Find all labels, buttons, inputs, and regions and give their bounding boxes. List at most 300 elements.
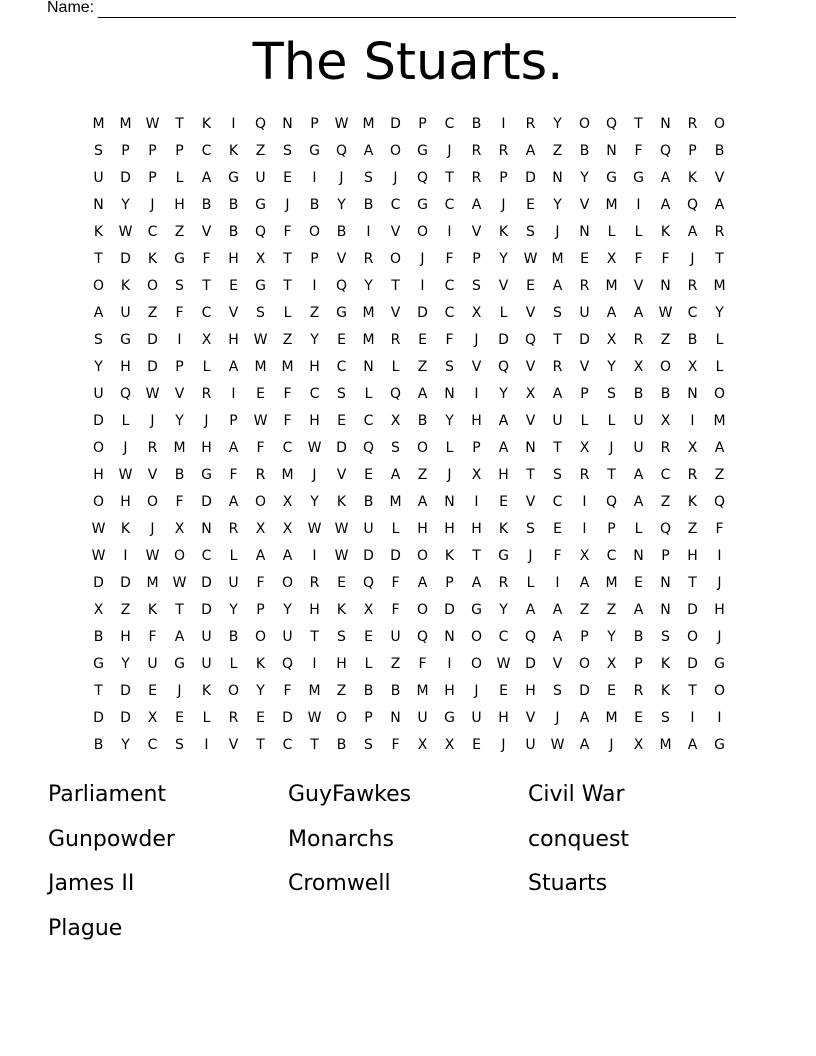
- grid-letter: U: [363, 521, 374, 537]
- grid-letter: O: [227, 683, 240, 699]
- grid-letter: A: [417, 386, 428, 402]
- grid-letter: B: [309, 197, 320, 213]
- grid-letter: K: [120, 521, 131, 537]
- grid-row: [85, 165, 733, 192]
- grid-letter: B: [201, 197, 212, 213]
- grid-letter: B: [174, 467, 185, 483]
- grid-letter: K: [498, 224, 509, 240]
- grid-letter: M: [605, 197, 618, 213]
- grid-letter: R: [390, 332, 401, 348]
- grid-letter: W: [496, 656, 511, 672]
- grid-letter: V: [525, 305, 536, 321]
- grid-letter: R: [687, 467, 698, 483]
- grid-letter: X: [282, 521, 293, 537]
- grid-letter: Z: [417, 359, 428, 375]
- grid-letter: O: [146, 494, 159, 510]
- grid-letter: W: [118, 467, 133, 483]
- grid-letter: Y: [94, 359, 103, 375]
- grid-letter: A: [660, 197, 671, 213]
- grid-letter: D: [390, 548, 401, 564]
- grid-letter: P: [418, 116, 427, 132]
- grid-letter: C: [552, 494, 563, 510]
- grid-letter: B: [471, 116, 482, 132]
- grid-letter: E: [364, 467, 373, 483]
- grid-letter: B: [93, 629, 104, 645]
- grid-letter: F: [283, 413, 292, 429]
- grid-letter: O: [389, 251, 402, 267]
- grid-letter: H: [201, 440, 212, 456]
- grid-letter: R: [471, 143, 482, 159]
- grid-letter: P: [175, 359, 184, 375]
- grid-letter: J: [501, 737, 506, 753]
- grid-letter: L: [634, 224, 643, 240]
- grid-letter: E: [337, 332, 346, 348]
- grid-letter: W: [145, 386, 160, 402]
- grid-letter: P: [229, 413, 238, 429]
- grid-letter: A: [552, 602, 563, 618]
- grid-letter: V: [552, 656, 563, 672]
- grid-letter: U: [633, 413, 644, 429]
- grid-letter: T: [688, 683, 697, 699]
- grid-letter: K: [336, 602, 347, 618]
- grid-letter: J: [474, 683, 479, 699]
- grid-letter: E: [256, 386, 265, 402]
- grid-letter: W: [307, 521, 322, 537]
- grid-letter: E: [499, 683, 508, 699]
- grid-letter: A: [579, 710, 590, 726]
- grid-letter: H: [120, 494, 131, 510]
- grid-letter: N: [606, 143, 617, 159]
- grid-letter: A: [660, 170, 671, 186]
- grid-letter: N: [687, 386, 698, 402]
- grid-row: [85, 381, 733, 408]
- grid-letter: X: [282, 494, 293, 510]
- grid-letter: Z: [255, 143, 266, 159]
- grid-letter: E: [283, 170, 292, 186]
- grid-letter: L: [283, 305, 292, 321]
- grid-letter: I: [204, 737, 209, 753]
- grid-letter: R: [633, 683, 644, 699]
- grid-letter: F: [148, 629, 157, 645]
- grid-letter: C: [660, 467, 671, 483]
- page-title: The Stuarts.: [252, 33, 564, 92]
- grid-letter: M: [416, 683, 429, 699]
- word-bank-item: Monarchs: [288, 826, 394, 852]
- grid-letter: N: [579, 224, 590, 240]
- grid-letter: T: [175, 602, 184, 618]
- grid-letter: Q: [362, 440, 375, 456]
- grid-letter: Y: [499, 602, 508, 618]
- grid-letter: I: [177, 332, 182, 348]
- word-search-grid: [85, 111, 733, 759]
- grid-letter: S: [661, 629, 670, 645]
- word-bank-item: Parliament: [48, 782, 167, 807]
- grid-letter: V: [174, 386, 185, 402]
- grid-letter: B: [633, 386, 644, 402]
- grid-letter: I: [420, 278, 425, 294]
- grid-letter: E: [634, 575, 643, 591]
- grid-letter: E: [526, 197, 535, 213]
- grid-letter: H: [498, 467, 509, 483]
- grid-letter: T: [283, 251, 292, 267]
- grid-letter: R: [579, 467, 590, 483]
- grid-row: [85, 273, 733, 300]
- grid-letter: Z: [282, 332, 293, 348]
- grid-letter: Y: [715, 305, 724, 321]
- grid-letter: H: [525, 683, 536, 699]
- grid-row: [85, 192, 733, 219]
- grid-letter: R: [255, 467, 266, 483]
- grid-letter: S: [94, 332, 103, 348]
- grid-letter: C: [606, 548, 617, 564]
- grid-letter: X: [471, 305, 482, 321]
- grid-letter: C: [282, 440, 293, 456]
- grid-letter: R: [498, 575, 509, 591]
- grid-letter: N: [660, 278, 671, 294]
- grid-letter: R: [201, 386, 212, 402]
- grid-letter: C: [336, 359, 347, 375]
- grid-letter: I: [231, 386, 236, 402]
- grid-letter: X: [687, 440, 698, 456]
- grid-letter: I: [447, 224, 452, 240]
- grid-letter: C: [444, 197, 455, 213]
- grid-letter: V: [336, 251, 347, 267]
- grid-letter: Z: [552, 143, 563, 159]
- grid-letter: X: [579, 548, 590, 564]
- grid-letter: X: [606, 251, 617, 267]
- grid-letter: V: [525, 413, 536, 429]
- grid-letter: X: [255, 251, 266, 267]
- grid-letter: D: [687, 656, 698, 672]
- grid-letter: J: [420, 251, 425, 267]
- grid-letter: A: [687, 737, 698, 753]
- grid-letter: B: [687, 332, 698, 348]
- grid-letter: K: [120, 278, 131, 294]
- grid-letter: O: [146, 278, 159, 294]
- grid-letter: Y: [283, 602, 292, 618]
- grid-letter: X: [687, 359, 698, 375]
- grid-letter: C: [147, 224, 158, 240]
- grid-letter: R: [471, 170, 482, 186]
- grid-letter: R: [147, 440, 158, 456]
- grid-letter: L: [607, 224, 616, 240]
- grid-letter: A: [579, 575, 590, 591]
- grid-letter: P: [121, 143, 130, 159]
- grid-letter: A: [282, 548, 293, 564]
- grid-letter: J: [150, 413, 155, 429]
- grid-letter: U: [201, 656, 212, 672]
- grid-letter: N: [633, 548, 644, 564]
- grid-letter: W: [523, 251, 538, 267]
- grid-letter: M: [173, 440, 186, 456]
- grid-letter: J: [717, 629, 722, 645]
- grid-letter: A: [552, 386, 563, 402]
- grid-letter: Z: [336, 683, 347, 699]
- grid-letter: C: [147, 737, 158, 753]
- grid-letter: P: [472, 440, 481, 456]
- grid-letter: J: [717, 575, 722, 591]
- grid-letter: U: [282, 629, 293, 645]
- grid-letter: A: [255, 548, 266, 564]
- grid-letter: F: [283, 683, 292, 699]
- grid-letter: Z: [390, 656, 401, 672]
- grid-letter: I: [690, 710, 695, 726]
- grid-letter: A: [201, 170, 212, 186]
- grid-letter: V: [471, 359, 482, 375]
- grid-row: [85, 246, 733, 273]
- grid-letter: G: [336, 305, 347, 321]
- grid-letter: A: [633, 602, 644, 618]
- name-field[interactable]: [47, 0, 736, 18]
- grid-letter: B: [228, 224, 239, 240]
- grid-letter: U: [525, 737, 536, 753]
- grid-letter: N: [93, 197, 104, 213]
- grid-letter: U: [417, 710, 428, 726]
- grid-row: [85, 705, 733, 732]
- grid-letter: X: [363, 602, 374, 618]
- grid-letter: Y: [121, 737, 130, 753]
- grid-letter: B: [336, 737, 347, 753]
- grid-letter: Q: [281, 656, 294, 672]
- grid-letter: H: [471, 521, 482, 537]
- grid-letter: S: [526, 521, 535, 537]
- grid-letter: B: [633, 629, 644, 645]
- grid-letter: K: [255, 656, 266, 672]
- grid-letter: T: [310, 629, 319, 645]
- grid-row: [85, 678, 733, 705]
- grid-letter: A: [579, 737, 590, 753]
- grid-letter: L: [526, 575, 535, 591]
- grid-letter: S: [364, 170, 373, 186]
- grid-letter: S: [364, 737, 373, 753]
- grid-row: [85, 651, 733, 678]
- grid-letter: M: [659, 737, 672, 753]
- grid-letter: A: [363, 143, 374, 159]
- word-bank-item: Plague: [48, 915, 123, 941]
- grid-letter: J: [150, 197, 155, 213]
- grid-letter: C: [282, 737, 293, 753]
- grid-letter: E: [580, 251, 589, 267]
- grid-letter: S: [553, 305, 562, 321]
- grid-letter: E: [418, 332, 427, 348]
- grid-letter: N: [525, 440, 536, 456]
- grid-letter: D: [336, 440, 347, 456]
- grid-letter: J: [204, 413, 209, 429]
- grid-letter: L: [229, 656, 238, 672]
- grid-row: [85, 462, 733, 489]
- grid-row: [85, 516, 733, 543]
- grid-letter: N: [660, 116, 671, 132]
- grid-letter: O: [281, 575, 294, 591]
- grid-letter: X: [633, 737, 644, 753]
- grid-letter: X: [579, 440, 590, 456]
- grid-letter: V: [633, 278, 644, 294]
- grid-letter: G: [417, 197, 428, 213]
- grid-letter: Y: [580, 170, 589, 186]
- grid-letter: H: [687, 548, 698, 564]
- grid-letter: D: [687, 602, 698, 618]
- word-bank-item: Civil War: [528, 782, 625, 807]
- grid-letter: D: [120, 683, 131, 699]
- grid-letter: A: [498, 413, 509, 429]
- grid-letter: R: [363, 251, 374, 267]
- grid-letter: C: [201, 548, 212, 564]
- grid-letter: B: [363, 494, 374, 510]
- grid-letter: G: [120, 332, 131, 348]
- grid-letter: B: [390, 683, 401, 699]
- grid-letter: H: [309, 413, 320, 429]
- grid-row: [85, 354, 733, 381]
- grid-letter: E: [499, 494, 508, 510]
- grid-letter: U: [471, 710, 482, 726]
- grid-letter: P: [256, 602, 265, 618]
- grid-letter: S: [472, 278, 481, 294]
- grid-letter: S: [445, 359, 454, 375]
- grid-letter: L: [715, 359, 724, 375]
- grid-letter: M: [389, 494, 402, 510]
- grid-letter: J: [123, 440, 128, 456]
- grid-letter: J: [285, 197, 290, 213]
- grid-letter: G: [714, 656, 725, 672]
- grid-letter: M: [605, 710, 618, 726]
- grid-letter: N: [363, 359, 374, 375]
- grid-letter: B: [363, 197, 374, 213]
- grid-letter: F: [283, 386, 292, 402]
- grid-letter: O: [470, 656, 483, 672]
- grid-letter: K: [228, 143, 239, 159]
- grid-letter: P: [148, 170, 157, 186]
- grid-row: [85, 138, 733, 165]
- name-underline[interactable]: [98, 2, 736, 18]
- grid-letter: D: [201, 494, 212, 510]
- grid-letter: K: [147, 602, 158, 618]
- grid-letter: F: [175, 494, 184, 510]
- grid-letter: P: [364, 710, 373, 726]
- grid-letter: A: [471, 575, 482, 591]
- grid-letter: H: [120, 629, 131, 645]
- grid-letter: D: [120, 575, 131, 591]
- grid-letter: W: [253, 413, 268, 429]
- word-bank-item: GuyFawkes: [288, 782, 412, 807]
- word-bank-item: Gunpowder: [48, 826, 175, 852]
- grid-letter: T: [634, 116, 643, 132]
- grid-letter: X: [255, 521, 266, 537]
- grid-letter: A: [633, 305, 644, 321]
- grid-letter: H: [498, 710, 509, 726]
- grid-letter: H: [93, 467, 104, 483]
- grid-letter: P: [445, 575, 454, 591]
- grid-letter: O: [713, 386, 726, 402]
- grid-letter: F: [391, 602, 400, 618]
- grid-letter: W: [334, 116, 349, 132]
- grid-letter: R: [714, 224, 725, 240]
- grid-letter: M: [713, 413, 726, 429]
- grid-letter: E: [256, 710, 265, 726]
- grid-letter: S: [607, 386, 616, 402]
- grid-letter: A: [633, 467, 644, 483]
- grid-letter: H: [174, 197, 185, 213]
- grid-letter: O: [686, 629, 699, 645]
- grid-letter: F: [553, 548, 562, 564]
- grid-row: [85, 408, 733, 435]
- grid-letter: T: [283, 278, 292, 294]
- grid-letter: R: [228, 521, 239, 537]
- grid-letter: Y: [553, 197, 562, 213]
- grid-letter: K: [336, 494, 347, 510]
- grid-letter: Z: [687, 521, 698, 537]
- grid-letter: W: [118, 224, 133, 240]
- grid-letter: S: [526, 224, 535, 240]
- grid-letter: I: [690, 413, 695, 429]
- grid-row: [85, 597, 733, 624]
- grid-letter: L: [175, 170, 184, 186]
- grid-letter: H: [444, 521, 455, 537]
- grid-letter: Q: [389, 386, 402, 402]
- grid-letter: H: [309, 359, 320, 375]
- grid-letter: I: [717, 548, 722, 564]
- grid-letter: H: [120, 359, 131, 375]
- grid-letter: K: [660, 224, 671, 240]
- grid-letter: M: [254, 359, 267, 375]
- grid-letter: Q: [524, 629, 537, 645]
- grid-letter: L: [229, 548, 238, 564]
- grid-letter: J: [528, 548, 533, 564]
- grid-letter: T: [202, 278, 211, 294]
- grid-letter: O: [416, 602, 429, 618]
- grid-letter: N: [552, 170, 563, 186]
- grid-letter: E: [364, 629, 373, 645]
- grid-letter: U: [255, 170, 266, 186]
- grid-letter: O: [578, 116, 591, 132]
- grid-letter: R: [552, 359, 563, 375]
- grid-letter: D: [498, 332, 509, 348]
- grid-letter: L: [202, 359, 211, 375]
- grid-letter: F: [445, 332, 454, 348]
- word-bank-item: Stuarts: [528, 871, 608, 896]
- grid-letter: G: [633, 170, 644, 186]
- grid-letter: Y: [607, 629, 616, 645]
- grid-letter: K: [687, 494, 698, 510]
- grid-letter: L: [121, 413, 130, 429]
- grid-letter: F: [661, 251, 670, 267]
- grid-letter: Z: [660, 332, 671, 348]
- grid-letter: X: [444, 737, 455, 753]
- grid-letter: A: [93, 305, 104, 321]
- grid-letter: Q: [713, 494, 726, 510]
- grid-letter: Y: [445, 413, 454, 429]
- grid-letter: E: [148, 683, 157, 699]
- grid-letter: L: [202, 710, 211, 726]
- grid-letter: U: [201, 629, 212, 645]
- grid-letter: T: [553, 332, 562, 348]
- grid-letter: G: [606, 170, 617, 186]
- grid-letter: V: [471, 224, 482, 240]
- grid-letter: O: [416, 440, 429, 456]
- grid-letter: B: [93, 737, 104, 753]
- grid-letter: J: [501, 197, 506, 213]
- grid-letter: R: [498, 143, 509, 159]
- grid-letter: V: [579, 197, 590, 213]
- grid-letter: D: [93, 575, 104, 591]
- grid-letter: Z: [147, 305, 158, 321]
- grid-letter: D: [120, 251, 131, 267]
- grid-letter: D: [525, 656, 536, 672]
- grid-letter: L: [607, 413, 616, 429]
- grid-letter: M: [308, 683, 321, 699]
- grid-letter: V: [201, 224, 212, 240]
- grid-row: [85, 300, 733, 327]
- grid-letter: G: [309, 143, 320, 159]
